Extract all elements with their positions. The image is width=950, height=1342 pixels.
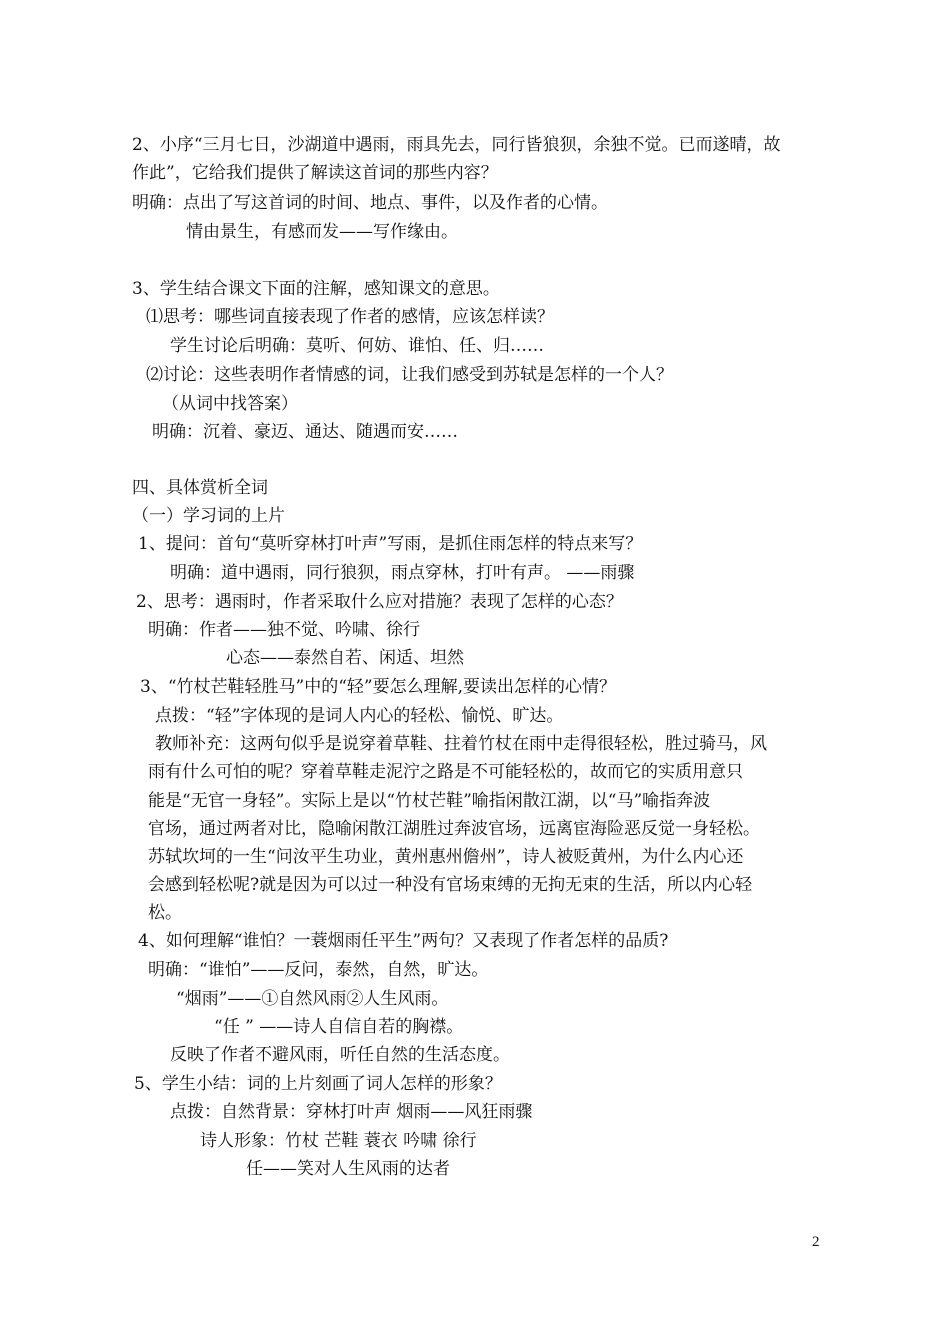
- text-line: （从词中找答案）: [162, 394, 298, 414]
- text-line: 点拨：自然背景：穿林打叶声 烟雨——风狂雨骤: [170, 1102, 533, 1122]
- text-line: 心态——泰然自若、闲适、坦然: [226, 648, 464, 668]
- text-line: 作此”，它给我们提供了解读这首词的那些内容？: [132, 163, 498, 183]
- text-line: 明确：沉着、豪迈、通达、随遇而安……: [152, 422, 458, 442]
- text-line: ⑵讨论：这些表明作者情感的词，让我们感受到苏轼是怎样的一个人？: [146, 365, 673, 385]
- text-line: 点拨：“轻”字体现的是词人内心的轻松、愉悦、旷达。: [155, 706, 564, 726]
- section-heading: 四、具体赏析全词: [132, 478, 268, 498]
- text-line: 2、小序“三月七日，沙湖道中遇雨，雨具先去，同行皆狼狈，余独不觉。已而遂晴，故: [132, 135, 781, 155]
- text-line: 反映了作者不避风雨，听任自然的生活态度。: [170, 1045, 510, 1065]
- text-line: ⑴思考：哪些词直接表现了作者的感情，应该怎样读？: [146, 307, 554, 327]
- text-line: 任——笑对人生风雨的达者: [246, 1159, 450, 1179]
- text-line: 官场，通过两者对比，隐喻闲散江湖胜过奔波官场，远离宦海险恶反觉一身轻松。: [148, 819, 760, 839]
- subsection-heading: （一）学习词的上片: [132, 506, 285, 526]
- text-line: 3、学生结合课文下面的注解，感知课文的意思。: [132, 279, 500, 299]
- text-line: “任 ” ——诗人自信自若的胸襟。: [214, 1017, 464, 1037]
- text-line: 雨有什么可怕的呢？穿着草鞋走泥泞之路是不可能轻松的，故而它的实质用意只: [148, 762, 743, 782]
- text-line: 2、思考：遇雨时，作者采取什么应对措施？表现了怎样的心态？: [136, 592, 623, 612]
- text-line: 诗人形象：竹杖 芒鞋 蓑衣 吟啸 徐行: [200, 1131, 477, 1151]
- text-line: 1、提问：首句“莫听穿林打叶声”写雨，是抓住雨怎样的特点来写？: [138, 534, 643, 554]
- text-line: 4、如何理解“谁怕？一蓑烟雨任平生”两句？又表现了作者怎样的品质?: [138, 931, 669, 951]
- text-line: 会感到轻松呢?就是因为可以过一种没有官场束缚的无拘无束的生活，所以内心轻: [148, 875, 753, 895]
- text-line: 明确：“谁怕”——反问，泰然，自然，旷达。: [148, 960, 489, 980]
- page-number: 2: [812, 1234, 820, 1250]
- text-line: 松。: [148, 903, 182, 923]
- text-line: 明确：道中遇雨，同行狼狈，雨点穿林，打叶有声。 ——雨骤: [170, 563, 635, 583]
- text-line: 5、学生小结：词的上片刻画了词人怎样的形象？: [134, 1074, 502, 1094]
- text-line: 明确：作者——独不觉、吟啸、徐行: [148, 620, 420, 640]
- text-line: 情由景生，有感而发——写作缘由。: [186, 222, 458, 242]
- text-line: “烟雨”——①自然风雨②人生风雨。: [176, 989, 449, 1009]
- text-line: 学生讨论后明确：莫听、何妨、谁怕、任、归……: [170, 336, 544, 356]
- text-line: 教师补充：这两句似乎是说穿着草鞋、拄着竹杖在雨中走得很轻松，胜过骑马，风: [155, 734, 767, 754]
- text-line: 3、“竹杖芒鞋轻胜马”中的“轻”要怎么理解,要读出怎样的心情？: [140, 677, 616, 697]
- text-line: 能是“无官一身轻”。实际上是以“竹杖芒鞋”喻指闲散江湖，以“马”喻指奔波: [148, 791, 711, 811]
- text-line: 苏轼坎坷的一生“问汝平生功业，黄州惠州儋州”，诗人被贬黄州，为什么内心还: [148, 847, 744, 867]
- text-line: 明确：点出了写这首词的时间、地点、事件，以及作者的心情。: [132, 193, 608, 213]
